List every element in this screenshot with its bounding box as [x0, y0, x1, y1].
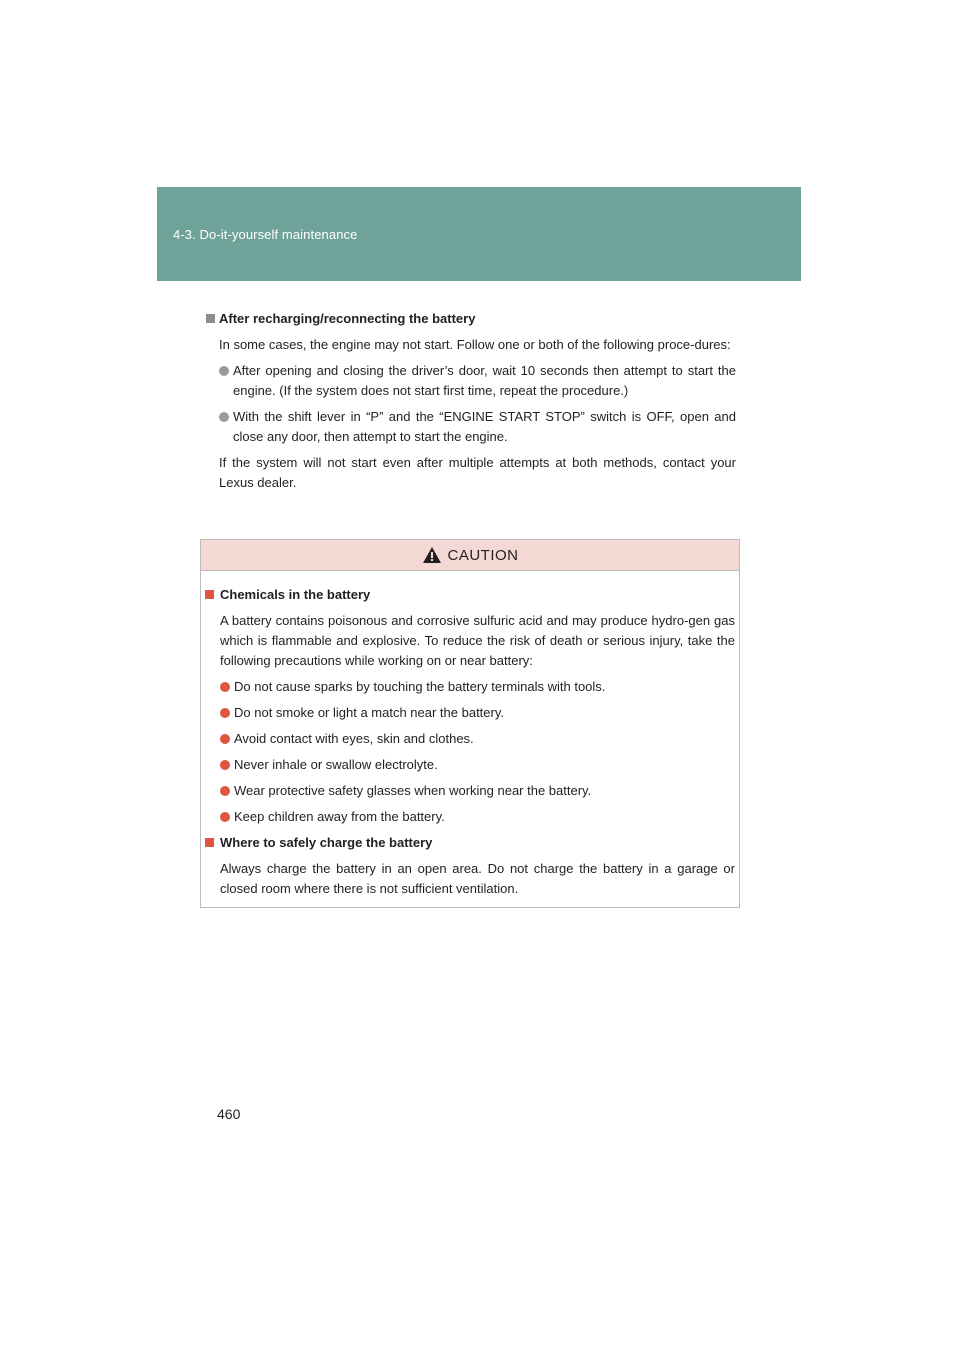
square-bullet-icon [205, 838, 214, 847]
caution-text-chemicals: A battery contains poisonous and corrosive sulfuric acid and may produce hydro-gen gas which is flammable and explosive. To reduce the risk of death or serious injury, take the following precautions while working on or near battery: [220, 613, 735, 668]
circle-bullet-icon [220, 760, 230, 770]
list-item: With the shift lever in “P” and the “ENGINE START STOP” switch is OFF, open and close any door, then attempt to start the engine. [219, 407, 736, 447]
main-intro: In some cases, the engine may not start. Follow one or both of the following proce-dures: [219, 337, 731, 352]
caution-body [201, 571, 739, 899]
list-item: Do not smoke or light a match near the battery. [220, 703, 735, 723]
section-header-band [157, 187, 801, 281]
circle-bullet-icon [219, 366, 229, 376]
list-item: Do not cause sparks by touching the battery terminals with tools. [220, 677, 735, 697]
caution-header [201, 540, 739, 571]
list-item: Keep children away from the battery. [220, 807, 735, 827]
circle-bullet-icon [220, 734, 230, 744]
main-heading: After recharging/reconnecting the battery [204, 309, 736, 329]
list-item: Never inhale or swallow electrolyte. [220, 755, 735, 775]
list-item: Wear protective safety glasses when working near the battery. [220, 781, 735, 801]
circle-bullet-icon [219, 412, 229, 422]
caution-box [200, 539, 740, 908]
caution-text-charging: Always charge the battery in an open area. Do not charge the battery in a garage or closed room where there is not sufficient ventilation. [220, 861, 735, 896]
main-section [204, 309, 736, 493]
square-bullet-icon [205, 590, 214, 599]
caution-heading-charging: Where to safely charge the battery [201, 833, 735, 853]
circle-bullet-icon [220, 682, 230, 692]
caution-heading-chemicals: Chemicals in the battery [201, 585, 735, 605]
page-number: 460 [217, 1106, 241, 1122]
circle-bullet-icon [220, 708, 230, 718]
caution-title: CAUTION [447, 546, 519, 564]
section-title: 4-3. Do-it-yourself maintenance [173, 227, 358, 242]
main-closing: If the system will not start even after multiple attempts at both methods, contact your Lexus dealer. [219, 455, 736, 490]
warning-triangle-icon [422, 546, 442, 564]
list-item: After opening and closing the driver’s door, wait 10 seconds then attempt to start the engine. (If the system does not start first time, repeat the procedure.) [219, 361, 736, 401]
circle-bullet-icon [220, 812, 230, 822]
square-bullet-icon [206, 314, 215, 323]
circle-bullet-icon [220, 786, 230, 796]
list-item: Avoid contact with eyes, skin and clothes. [220, 729, 735, 749]
